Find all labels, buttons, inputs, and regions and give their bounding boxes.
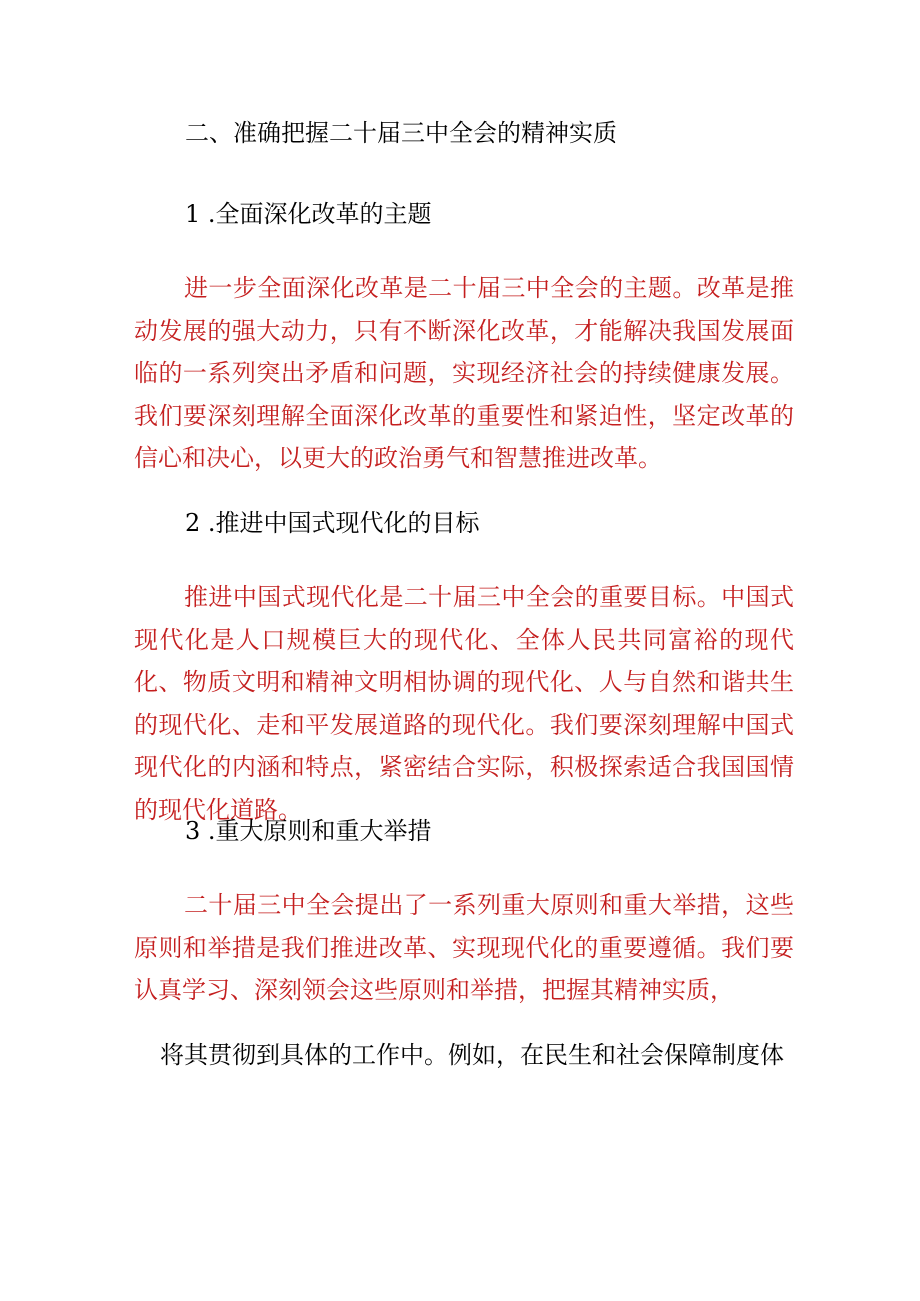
section-title: 二、准确把握二十届三中全会的精神实质 <box>185 119 617 147</box>
item-1-heading: 1 .全面深化改革的主题 <box>185 200 432 228</box>
item-2-heading: 2 .推进中国式现代化的目标 <box>185 509 480 537</box>
item-2-paragraph: 推进中国式现代化是二十届三中全会的重要目标。中国式现代化是人口规模巨大的现代化、全体人民共同富裕的现代化、物质文明和精神文明相协调的现代化、人与自然和谐共生的现代化、走和平发展道路的现代化。我们要深刻理解中国式现代化的内涵和特点，紧密结合实际，积极探索适合我国国情的现代化道路。 <box>134 583 794 824</box>
item-3-paragraph: 二十届三中全会提出了一系列重大原则和重大举措，这些原则和举措是我们推进改革、实现现代化的重要遵循。我们要认真学习、深刻领会这些原则和举措，把握其精神实质， <box>134 891 794 1004</box>
item-3-heading: 3 .重大原则和重大举措 <box>185 817 432 845</box>
continuation-line: 将其贯彻到具体的工作中。例如，在民生和社会保障制度体 <box>160 1041 784 1069</box>
item-1-paragraph: 进一步全面深化改革是二十届三中全会的主题。改革是推动发展的强大动力，只有不断深化改革，才能解决我国发展面临的一系列突出矛盾和问题，实现经济社会的持续健康发展。我们要深刻理解全面深化改革的重要性和紧迫性，坚定改革的信心和决心，以更大的政治勇气和智慧推进改革。 <box>134 274 794 472</box>
